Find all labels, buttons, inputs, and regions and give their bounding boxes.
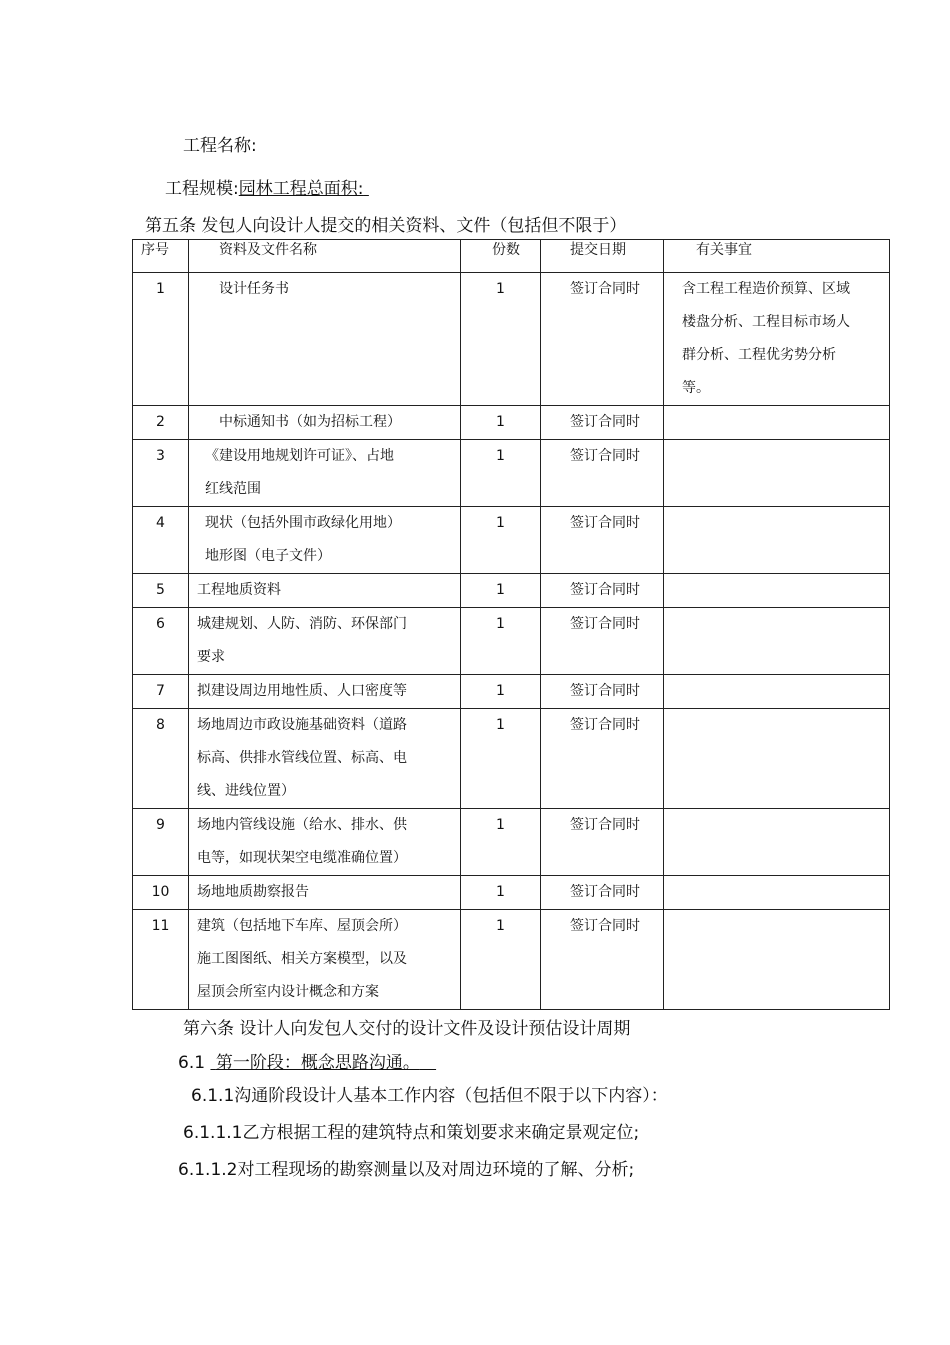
- table-header-row: [133, 240, 890, 273]
- project-scale-label: 工程规模:: [165, 179, 239, 199]
- row-note: [664, 809, 890, 876]
- row-name: 《建设用地规划许可证》、占地 红线范围: [189, 440, 461, 507]
- row-note: [664, 709, 890, 809]
- row-qty: 1: [461, 273, 541, 406]
- row-date: 签订合同时: [541, 440, 664, 507]
- row-name: 现状（包括外围市政绿化用地） 地形图（电子文件）: [189, 507, 461, 574]
- table-row: [133, 574, 890, 608]
- header-date: 提交日期: [541, 240, 664, 273]
- article6-title: 第六条 设计人向发包人交付的设计文件及设计预估设计周期: [183, 1019, 631, 1039]
- header-no: 序号: [133, 240, 189, 273]
- row-date: 签订合同时: [541, 675, 664, 709]
- section-6-1: [178, 1048, 436, 1073]
- header-name: 资料及文件名称: [189, 240, 461, 273]
- row-name: 中标通知书（如为招标工程）: [189, 406, 461, 440]
- table-row: [133, 608, 890, 675]
- row-no: 1: [133, 273, 189, 406]
- row-date: 签订合同时: [541, 809, 664, 876]
- row-date: 签订合同时: [541, 507, 664, 574]
- row-date: 签订合同时: [541, 876, 664, 910]
- row-qty: 1: [461, 675, 541, 709]
- row-name: 拟建设周边用地性质、人口密度等: [189, 675, 461, 709]
- row-date: 签订合同时: [541, 574, 664, 608]
- row-qty: 1: [461, 440, 541, 507]
- row-date: 签订合同时: [541, 273, 664, 406]
- row-name: 建筑（包括地下车库、屋顶会所） 施工图图纸、相关方案模型，以及 屋顶会所室内设计概念和方案: [189, 910, 461, 1010]
- row-qty: 1: [461, 709, 541, 809]
- row-note: [664, 406, 890, 440]
- materials-table: [132, 239, 890, 1010]
- table-row: [133, 440, 890, 507]
- row-no: 5: [133, 574, 189, 608]
- row-no: 7: [133, 675, 189, 709]
- row-qty: 1: [461, 608, 541, 675]
- row-name: 场地内管线设施（给水、排水、供 电等，如现状架空电缆准确位置）: [189, 809, 461, 876]
- table-row: [133, 876, 890, 910]
- row-no: 4: [133, 507, 189, 574]
- row-date: 签订合同时: [541, 709, 664, 809]
- table-row: [133, 406, 890, 440]
- row-name: 工程地质资料: [189, 574, 461, 608]
- section-6-1-1-1: 6.1.1.1乙方根据工程的建筑特点和策划要求来确定景观定位;: [183, 1123, 640, 1143]
- table-row: [133, 910, 890, 1010]
- table-row: [133, 709, 890, 809]
- row-name: 场地地质勘察报告: [189, 876, 461, 910]
- row-no: 10: [133, 876, 189, 910]
- row-no: 11: [133, 910, 189, 1010]
- section-6-1-number: 6.1: [178, 1053, 206, 1073]
- project-scale-line: [165, 174, 389, 199]
- row-qty: 1: [461, 574, 541, 608]
- row-date: 签订合同时: [541, 910, 664, 1010]
- row-name: 城建规划、人防、消防、环保部门 要求: [189, 608, 461, 675]
- row-date: 签订合同时: [541, 608, 664, 675]
- row-date: 签订合同时: [541, 406, 664, 440]
- row-note: [664, 675, 890, 709]
- row-note: [664, 608, 890, 675]
- row-note: [664, 574, 890, 608]
- row-qty: 1: [461, 876, 541, 910]
- row-name: 设计任务书: [189, 273, 461, 406]
- row-name: 场地周边市政设施基础资料（道路 标高、供排水管线位置、标高、电 线、进线位置）: [189, 709, 461, 809]
- row-note: [664, 440, 890, 507]
- row-no: 8: [133, 709, 189, 809]
- row-qty: 1: [461, 507, 541, 574]
- project-name-label: 工程名称:: [183, 136, 257, 156]
- row-no: 6: [133, 608, 189, 675]
- section-6-1-text: 第一阶段：概念思路沟通。: [215, 1053, 420, 1073]
- row-no: 3: [133, 440, 189, 507]
- row-qty: 1: [461, 809, 541, 876]
- article5-title: 第五条 发包人向设计人提交的相关资料、文件（包括但不限于）: [145, 216, 627, 236]
- row-no: 9: [133, 809, 189, 876]
- row-qty: 1: [461, 406, 541, 440]
- row-note: [664, 876, 890, 910]
- row-qty: 1: [461, 910, 541, 1010]
- project-scale-value: 园林工程总面积:: [238, 179, 364, 199]
- table-row: [133, 809, 890, 876]
- table-row: [133, 675, 890, 709]
- row-note: [664, 507, 890, 574]
- table-row: [133, 273, 890, 406]
- header-qty: 份数: [461, 240, 541, 273]
- table-row: [133, 507, 890, 574]
- row-note: [664, 910, 890, 1010]
- row-note: 含工程工程造价预算、区域 楼盘分析、工程目标市场人 群分析、工程优劣势分析 等。: [664, 273, 890, 406]
- row-no: 2: [133, 406, 189, 440]
- section-6-1-1-2: 6.1.1.2对工程现场的勘察测量以及对周边环境的了解、分析;: [178, 1160, 635, 1180]
- header-note: 有关事宜: [664, 240, 890, 273]
- section-6-1-1: 6.1.1沟通阶段设计人基本工作内容（包括但不限于以下内容）：: [191, 1086, 668, 1106]
